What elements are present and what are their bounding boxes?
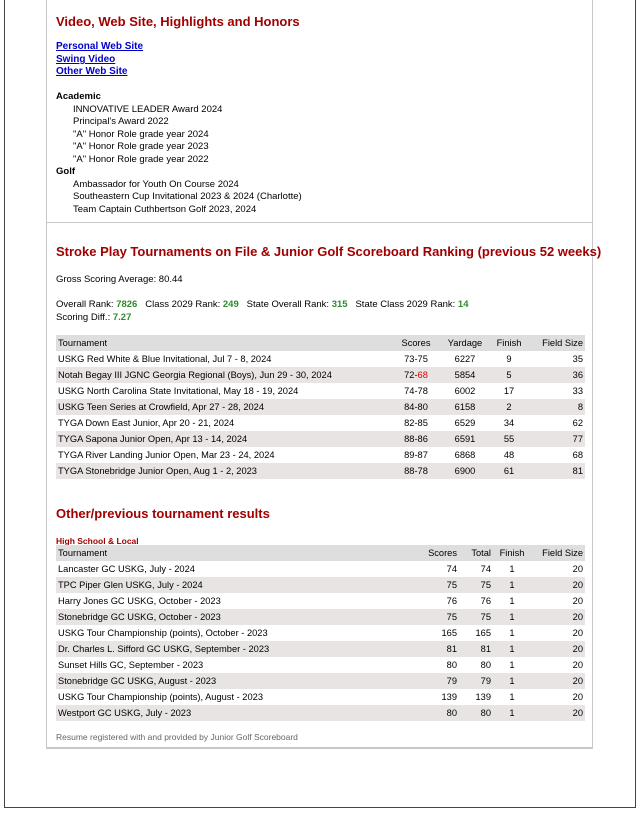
field-size-cell: 33 xyxy=(572,386,583,396)
tournament-name: Notah Begay III JGNC Georgia Regional (Boys), Jun 29 - 30, 2024 xyxy=(58,370,332,380)
score-separator: - xyxy=(414,434,418,444)
state-class-rank-value: 14 xyxy=(457,299,469,310)
field-size-cell: 20 xyxy=(572,692,583,702)
scores-cell xyxy=(391,431,441,447)
total-cell: 80 xyxy=(480,660,491,670)
yardage-cell: 6868 xyxy=(454,450,476,460)
table-header-row xyxy=(56,545,585,561)
academic-item: INNOVATIVE LEADER Award 2024 xyxy=(73,104,223,115)
field-size-cell: 62 xyxy=(572,418,583,428)
tournament-name: USKG Tour Championship (points), August - 2023 xyxy=(58,692,263,702)
finish-cell: 1 xyxy=(509,676,515,686)
table-row xyxy=(56,609,585,625)
gsa-label: Gross Scoring Average: xyxy=(56,274,157,285)
round-score: 88 xyxy=(404,434,415,444)
overall-rank-label: Overall Rank: xyxy=(56,299,114,310)
total-cell: 76 xyxy=(480,596,491,606)
col-finish: Finish xyxy=(496,338,522,348)
table-row xyxy=(56,415,585,431)
scores-cell: 74 xyxy=(446,564,457,574)
state-class-rank-label: State Class 2029 Rank: xyxy=(355,299,456,310)
table-row xyxy=(56,463,585,479)
total-cell: 79 xyxy=(480,676,491,686)
golf-label: Golf xyxy=(56,166,75,177)
table-header-row xyxy=(56,335,585,351)
state-overall-rank-label: State Overall Rank: xyxy=(246,299,330,310)
tournament-name: Stonebridge GC USKG, August - 2023 xyxy=(58,676,217,686)
table-row xyxy=(56,673,585,689)
table-row xyxy=(56,399,585,415)
finish-cell: 9 xyxy=(506,354,512,364)
yardage-cell: 6900 xyxy=(454,466,476,476)
finish-cell: 55 xyxy=(503,434,515,444)
table-row xyxy=(56,641,585,657)
round-score: 75 xyxy=(417,354,428,364)
other-results-table xyxy=(56,545,585,721)
score-separator: - xyxy=(414,370,418,380)
scores-cell: 75 xyxy=(446,580,457,590)
field-size-cell: 20 xyxy=(572,644,583,654)
scores-cell xyxy=(391,351,441,367)
scoring-diff-label: Scoring Diff.: xyxy=(56,312,111,323)
finish-cell: 1 xyxy=(509,692,515,702)
finish-cell: 1 xyxy=(509,612,515,622)
scores-cell: 76 xyxy=(446,596,457,606)
round-score: 78 xyxy=(417,386,428,396)
score-separator: - xyxy=(414,354,418,364)
finish-cell: 1 xyxy=(509,708,515,718)
table-row xyxy=(56,657,585,673)
finish-cell: 17 xyxy=(503,386,515,396)
academic-item: Principal's Award 2022 xyxy=(73,116,169,127)
tournament-name: Sunset Hills GC, September - 2023 xyxy=(58,660,204,670)
tournament-name: Harry Jones GC USKG, October - 2023 xyxy=(58,596,221,606)
scores-cell xyxy=(391,383,441,399)
field-size-cell: 20 xyxy=(572,612,583,622)
round-score: 80 xyxy=(417,402,428,412)
table-row xyxy=(56,367,585,383)
field-size-cell: 36 xyxy=(572,370,583,380)
yardage-cell: 6227 xyxy=(454,354,476,364)
table-row xyxy=(56,447,585,463)
field-size-cell: 20 xyxy=(572,676,583,686)
academic-item: "A" Honor Role grade year 2023 xyxy=(73,141,209,152)
round-score: 73 xyxy=(404,354,415,364)
yardage-cell: 6591 xyxy=(454,434,476,444)
tournament-name: USKG Teen Series at Crowfield, Apr 27 - 28, 2024 xyxy=(58,402,265,412)
col-field-size: Field Size xyxy=(542,548,583,558)
finish-cell: 34 xyxy=(503,418,515,428)
field-size-cell: 20 xyxy=(572,564,583,574)
other-subheading: High School & Local xyxy=(56,536,139,546)
footer-note: Resume registered with and provided by Junior Golf Scoreboard xyxy=(56,732,298,742)
tournament-name: TYGA Down East Junior, Apr 20 - 21, 2024 xyxy=(58,418,235,428)
tournament-name: Westport GC USKG, July - 2023 xyxy=(58,708,192,718)
golf-item: Ambassador for Youth On Course 2024 xyxy=(73,179,239,190)
gross-scoring-average xyxy=(56,274,183,285)
col-finish: Finish xyxy=(499,548,525,558)
field-size-cell: 20 xyxy=(572,596,583,606)
gsa-value: 80.44 xyxy=(158,274,183,285)
scores-cell: 75 xyxy=(446,612,457,622)
golf-item: Southeastern Cup Invitational 2023 & 2024 (Charlotte) xyxy=(73,191,302,202)
yardage-cell: 6158 xyxy=(454,402,476,412)
col-tournament: Tournament xyxy=(58,548,108,558)
scores-cell xyxy=(391,447,441,463)
round-score: 84 xyxy=(404,402,415,412)
field-size-cell: 8 xyxy=(577,402,583,412)
tournament-name: USKG Tour Championship (points), October - 2023 xyxy=(58,628,268,638)
score-separator: - xyxy=(414,386,418,396)
rank-line xyxy=(56,299,469,310)
total-cell: 139 xyxy=(475,692,491,702)
tournament-name: Lancaster GC USKG, July - 2024 xyxy=(58,564,195,574)
tournaments-section xyxy=(46,223,602,749)
col-scores: Scores xyxy=(428,548,457,558)
stroke-play-table xyxy=(56,335,585,479)
finish-cell: 1 xyxy=(509,596,515,606)
finish-cell: 2 xyxy=(506,402,512,412)
field-size-cell: 20 xyxy=(572,628,583,638)
finish-cell: 5 xyxy=(506,370,512,380)
finish-cell: 1 xyxy=(509,628,515,638)
other-web-site-link[interactable]: Other Web Site xyxy=(56,66,128,77)
table-row xyxy=(56,593,585,609)
tournament-name: TYGA River Landing Junior Open, Mar 23 - 24, 2024 xyxy=(58,450,275,460)
finish-cell: 61 xyxy=(503,466,515,476)
field-size-cell: 20 xyxy=(572,660,583,670)
state-overall-rank-value: 315 xyxy=(331,299,348,310)
finish-cell: 1 xyxy=(509,660,515,670)
field-size-cell: 81 xyxy=(572,466,583,476)
field-size-cell: 20 xyxy=(572,708,583,718)
table-row xyxy=(56,577,585,593)
class-rank-label: Class 2029 Rank: xyxy=(145,299,221,310)
academic-item: "A" Honor Role grade year 2024 xyxy=(73,129,209,140)
academic-item: "A" Honor Role grade year 2022 xyxy=(73,154,209,165)
scoring-diff xyxy=(56,312,131,323)
yardage-cell: 6529 xyxy=(454,418,476,428)
total-cell: 75 xyxy=(480,612,491,622)
round-score: 78 xyxy=(417,466,428,476)
score-separator: - xyxy=(414,402,418,412)
tournament-name: TYGA Sapona Junior Open, Apr 13 - 14, 2024 xyxy=(58,434,248,444)
finish-cell: 1 xyxy=(509,644,515,654)
col-field-size: Field Size xyxy=(542,338,583,348)
field-size-cell: 68 xyxy=(572,450,583,460)
overall-rank-value: 7826 xyxy=(116,299,138,310)
round-score: 85 xyxy=(417,418,428,428)
other-heading: Other/previous tournament results xyxy=(56,506,270,521)
honors-section xyxy=(46,0,593,223)
scoring-diff-value: 7.27 xyxy=(112,312,132,323)
tournament-name: USKG Red White & Blue Invitational, Jul 7 - 8, 2024 xyxy=(58,354,272,364)
col-total: Total xyxy=(471,548,491,558)
yardage-cell: 5854 xyxy=(454,370,476,380)
round-score: 72 xyxy=(404,370,415,380)
table-row xyxy=(56,689,585,705)
stroke-heading: Stroke Play Tournaments on File & Junior Golf Scoreboard Ranking (previous 52 weeks) xyxy=(56,244,602,259)
class-rank-value: 249 xyxy=(222,299,239,310)
scores-cell xyxy=(391,399,441,415)
col-tournament: Tournament xyxy=(58,338,108,348)
scores-cell xyxy=(391,463,441,479)
round-score: 87 xyxy=(417,450,428,460)
scores-cell: 80 xyxy=(446,660,457,670)
round-score: 82 xyxy=(404,418,415,428)
total-cell: 165 xyxy=(475,628,491,638)
scores-cell xyxy=(391,415,441,431)
score-separator: - xyxy=(414,418,418,428)
field-size-cell: 20 xyxy=(572,580,583,590)
academic-label: Academic xyxy=(56,91,101,102)
table-row xyxy=(56,351,585,367)
round-score: 74 xyxy=(404,386,415,396)
scores-cell: 79 xyxy=(446,676,457,686)
table-row xyxy=(56,705,585,721)
tournament-name: USKG North Carolina State Invitational, May 18 - 19, 2024 xyxy=(58,386,299,396)
scores-cell xyxy=(391,367,441,383)
yardage-cell: 6002 xyxy=(454,386,476,396)
round-score: 88 xyxy=(404,466,415,476)
scores-cell: 80 xyxy=(446,708,457,718)
total-cell: 80 xyxy=(480,708,491,718)
swing-video-link[interactable]: Swing Video xyxy=(56,54,116,65)
round-score: 68 xyxy=(417,370,428,380)
total-cell: 75 xyxy=(480,580,491,590)
round-score: 86 xyxy=(417,434,428,444)
scores-cell: 165 xyxy=(441,628,457,638)
field-size-cell: 77 xyxy=(572,434,583,444)
total-cell: 81 xyxy=(480,644,491,654)
finish-cell: 1 xyxy=(509,580,515,590)
tournament-name: TYGA Stonebridge Junior Open, Aug 1 - 2, 2023 xyxy=(58,466,257,476)
table-row xyxy=(56,561,585,577)
total-cell: 74 xyxy=(480,564,491,574)
tournament-name: Dr. Charles L. Sifford GC USKG, September - 2023 xyxy=(58,644,270,654)
col-scores: Scores xyxy=(401,338,431,348)
tournament-name: Stonebridge GC USKG, October - 2023 xyxy=(58,612,221,622)
score-separator: - xyxy=(414,450,418,460)
round-score: 89 xyxy=(404,450,415,460)
score-separator: - xyxy=(414,466,418,476)
table-row xyxy=(56,625,585,641)
personal-web-site-link[interactable]: Personal Web Site xyxy=(56,41,144,52)
golf-item: Team Captain Cuthbertson Golf 2023, 2024 xyxy=(73,204,257,215)
scores-cell: 139 xyxy=(441,692,457,702)
table-row xyxy=(56,431,585,447)
tournament-name: TPC Piper Glen USKG, July - 2024 xyxy=(58,580,203,590)
table-row xyxy=(56,383,585,399)
col-yardage: Yardage xyxy=(447,338,483,348)
honors-heading: Video, Web Site, Highlights and Honors xyxy=(56,14,300,29)
finish-cell: 1 xyxy=(509,564,515,574)
field-size-cell: 35 xyxy=(572,354,583,364)
finish-cell: 48 xyxy=(503,450,515,460)
scores-cell: 81 xyxy=(446,644,457,654)
